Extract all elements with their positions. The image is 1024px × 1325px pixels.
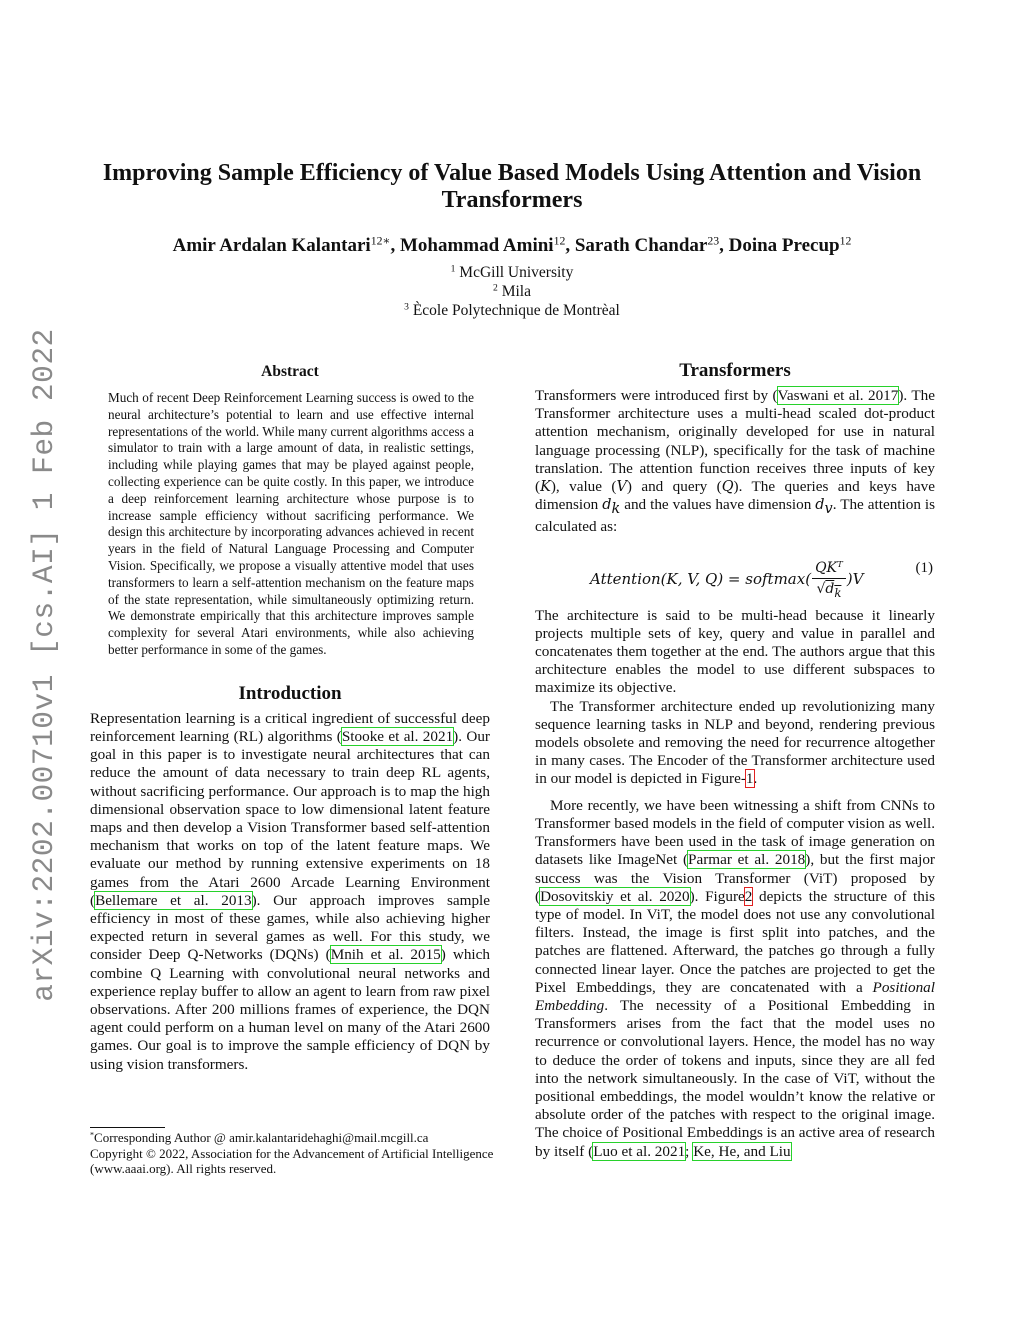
equation-body [590,560,863,600]
left-column [90,362,490,1074]
equation-sqrt-term [825,580,842,600]
affiliation-name: Mila [497,283,531,300]
equation-numerator-term: QK [815,559,837,576]
author-list [90,234,934,258]
affiliation-name: McGill University [455,264,574,281]
transformers-paragraph-3 [535,698,935,789]
paper-title: Improving Sample Efficiency of Value Based Models Using Attention and Vision Transformers [102,160,922,213]
attention-equation [535,545,935,600]
transformers-paragraph-4 [535,797,935,1161]
author-affil-sup: 12∗ [370,234,391,248]
body-text: ). The Transformer architecture uses a multi-head scaled dot-product attention mechanism, originally developed for use in natural language processing (NLP), specifically for the task of machine translation. The attention function receives three inputs of key ( [535,387,935,496]
citation-link[interactable]: Vaswani et al. 2017 [777,387,899,404]
math-symbol: Q [721,479,734,496]
author-name: Sarath Chandar [574,235,708,256]
body-text: ). The queries and keys have dimension [535,478,935,514]
footnote-mark: * [90,1130,95,1140]
body-text: ). Figure [689,887,745,905]
affiliation [90,263,934,282]
citation-link[interactable]: Stooke et al. 2021 [341,727,454,745]
copyright-notice: Copyright © 2022, Association for the Advancement of Artificial Intelligence (www.aaai.org). All rights reserved. [90,1145,494,1176]
citation-link[interactable]: Ke, He, and Liu [693,1142,791,1160]
body-text: ; [685,1142,694,1160]
abstract-heading: Abstract [261,363,319,380]
affiliation [90,282,934,301]
arxiv-stamp [14,327,74,1002]
body-text: ), but the first major success was the Vision Transformer (ViT) proposed by ( [535,851,935,905]
equation-den-subscript: k [834,585,842,600]
affiliation-sup: 2 [493,282,498,294]
introduction-heading: Introduction [238,682,342,704]
author-separator: , [719,235,729,256]
body-text: ), value ( [550,478,617,496]
citation-link[interactable]: Dosovitskiy et al. 2020 [540,887,690,905]
body-text: depicts the structure of this type of model. In ViT, the model does not use any convolutional filters. Instead, the image is first split into patches, and the patches are flattened. Afterward, the patches go through a fully connected linear layer. Once the patches are projected to get the Pixel Embeddings, they are concatenated with a [535,887,935,996]
body-text: . The attention is calculated as: [535,496,936,536]
math-subscript: v [824,501,833,518]
citation-link[interactable]: Parmar et al. 2018 [688,851,806,869]
citation-link[interactable]: Luo et al. 2021 [593,1142,686,1160]
figure-reference-link[interactable]: 1 [745,770,754,788]
introduction-paragraph [90,710,490,1074]
body-text: ). Our goal in this paper is to investigate neural architectures that can reduce the amount of data necessary to train deep RL agents, without sacrificing performance. Our approach is to map the high dimensional observation space to low dimensional latent feature maps and then develop a Vision Transformer based self-attention mechanism that works on top of the latent feature maps. We evaluate our method by running extensive experiments on 18 games from the Atari 2600 Arcade Learning Environment ( [90,727,490,909]
equation-den-symbol: d [825,580,835,597]
citation-link[interactable]: Mnih et al. 2015 [330,946,441,964]
body-text: Transformers were introduced first by ( [535,387,778,404]
body-text: ) and query ( [626,478,722,496]
equation-lhs: Attention(K, V, Q) = softmax( [590,569,812,588]
arxiv-id: arXiv:2202.00710v1 [cs.AI] 1 Feb 2022 [27,327,61,1002]
author-name: Mohammad Amini [399,235,554,256]
body-text: The Transformer architecture ended up revolutionizing many sequence learning tasks in NLP and beyond, rendering previous models obsolete and removing the need for recurrence altogether in many cases. The Encoder of the Transformer architecture used in our model is depicted in Figure- [535,697,935,788]
figure-reference-link[interactable]: 2 [744,887,753,905]
math-symbol: V [616,479,627,496]
corresponding-author-note [90,1130,505,1146]
author-affil-sup: 23 [707,234,720,248]
author-affil-sup: 12 [839,234,852,248]
transformers-heading: Transformers [679,360,791,381]
emphasized-term: Positional Embedding [535,978,935,1014]
transformers-paragraph-1 [535,387,935,537]
affiliation-sup: 3 [404,301,409,313]
body-text: . [753,770,758,788]
body-text: . The necessity of a Positional Embedding in Transformers arises from the fact that the model uses no recurrence or convolutional layers. Hence, the model has no way to deduce the order of tokens and inputs, since they are all fed into the network simultaneously. In the case of ViT, without the positional embeddings, the model wouldn’t know the relative or absolute order of the patches with respect to the original image. The choice of Positional Embeddings is an active area of research by itself ( [535,996,935,1160]
transformers-paragraph-2: The architecture is said to be multi-head because it linearly projects multiple sets of key, query and value in parallel and concatenates them together at the end. The authors argue that this architecture enables the model to use different subspaces to maximize its objective. [535,606,935,697]
author-affil-sup: 12 [553,234,566,248]
author-name: Doina Precup [728,235,840,256]
citation-link[interactable]: Bellemare et al. 2013 [95,891,252,909]
equation-transpose: T [837,559,843,570]
affiliation-list [90,263,934,320]
math-symbol: d [602,497,612,514]
equation-denominator: $√d_k$ [816,580,842,600]
author-name: Amir Ardalan Kalantari [172,235,371,256]
math-subscript: k [611,501,621,518]
equation-rhs: )V [846,569,864,588]
body-text: More recently, we have been witnessing a shift from CNNs to Transformer based models in the field of computer vision as well. Transformers have been used in the task of image generation on datasets like ImageNet ( [535,796,935,869]
equation-fraction [812,560,846,600]
body-text: Representation learning is a critical ingredient of successful deep reinforcement learning (RL) algorithms ( [90,709,490,745]
equation-numerator [812,560,846,579]
body-text: and the values have dimension [620,496,816,514]
affiliation-name: Ècole Polytechnique de Montrèal [408,302,620,319]
author-separator: , [390,235,400,256]
corresponding-author-text: Corresponding Author @ amir.kalantaridehaghi@mail.mcgill.ca [94,1130,429,1145]
equation-number: (1) [915,559,933,576]
right-column [535,360,935,1161]
abstract-text: Much of recent Deep Reinforcement Learning success is owed to the neural architecture’s potential to learn and use effective internal representations of the world. While many current algorithms access a simulator to train with a large amount of data, in realistic settings, including while playing games that may be played against people, collecting experience can be quite costly. In this paper, we introduce a deep reinforcement learning architecture whose purpose is to increase sample efficiency without sacrificing performance. We design this architecture by incorporating advances achieved in recent years in the field of Natural Language Processing and Computer Vision. Specifically, we propose a visually attentive model that uses transformers to learn a self-attention mechanism on the feature maps of the state representation, while simultaneously optimizing return. We demonstrate empirically that this architecture improves sample complexity for several Atari environments, while also achieving better performance in some of the games. [108,390,474,657]
author-separator: , [565,235,575,256]
affiliation [90,301,934,320]
body-text: ) which combine Q Learning with convolutional neural networks and experience replay buffer to allow an agent to learn from raw pixel observations. After 200 millions frames of experience, the DQN agent could perform on a human level on many of the Atari 2600 games. Our goal is to improve the sample efficiency of DQN by using vision transformers. [90,946,490,1073]
affiliation-sup: 1 [450,263,456,275]
math-symbol: d [815,497,825,514]
body-text: ). Our approach improves sample efficiency in most of these games, while also achieving higher expected return in several games as well. For this study, we consider Deep Q-Networks (DQNs) ( [90,891,491,964]
footnote [90,1130,505,1177]
math-symbol: K [540,479,551,496]
footnote-rule [90,1127,165,1128]
